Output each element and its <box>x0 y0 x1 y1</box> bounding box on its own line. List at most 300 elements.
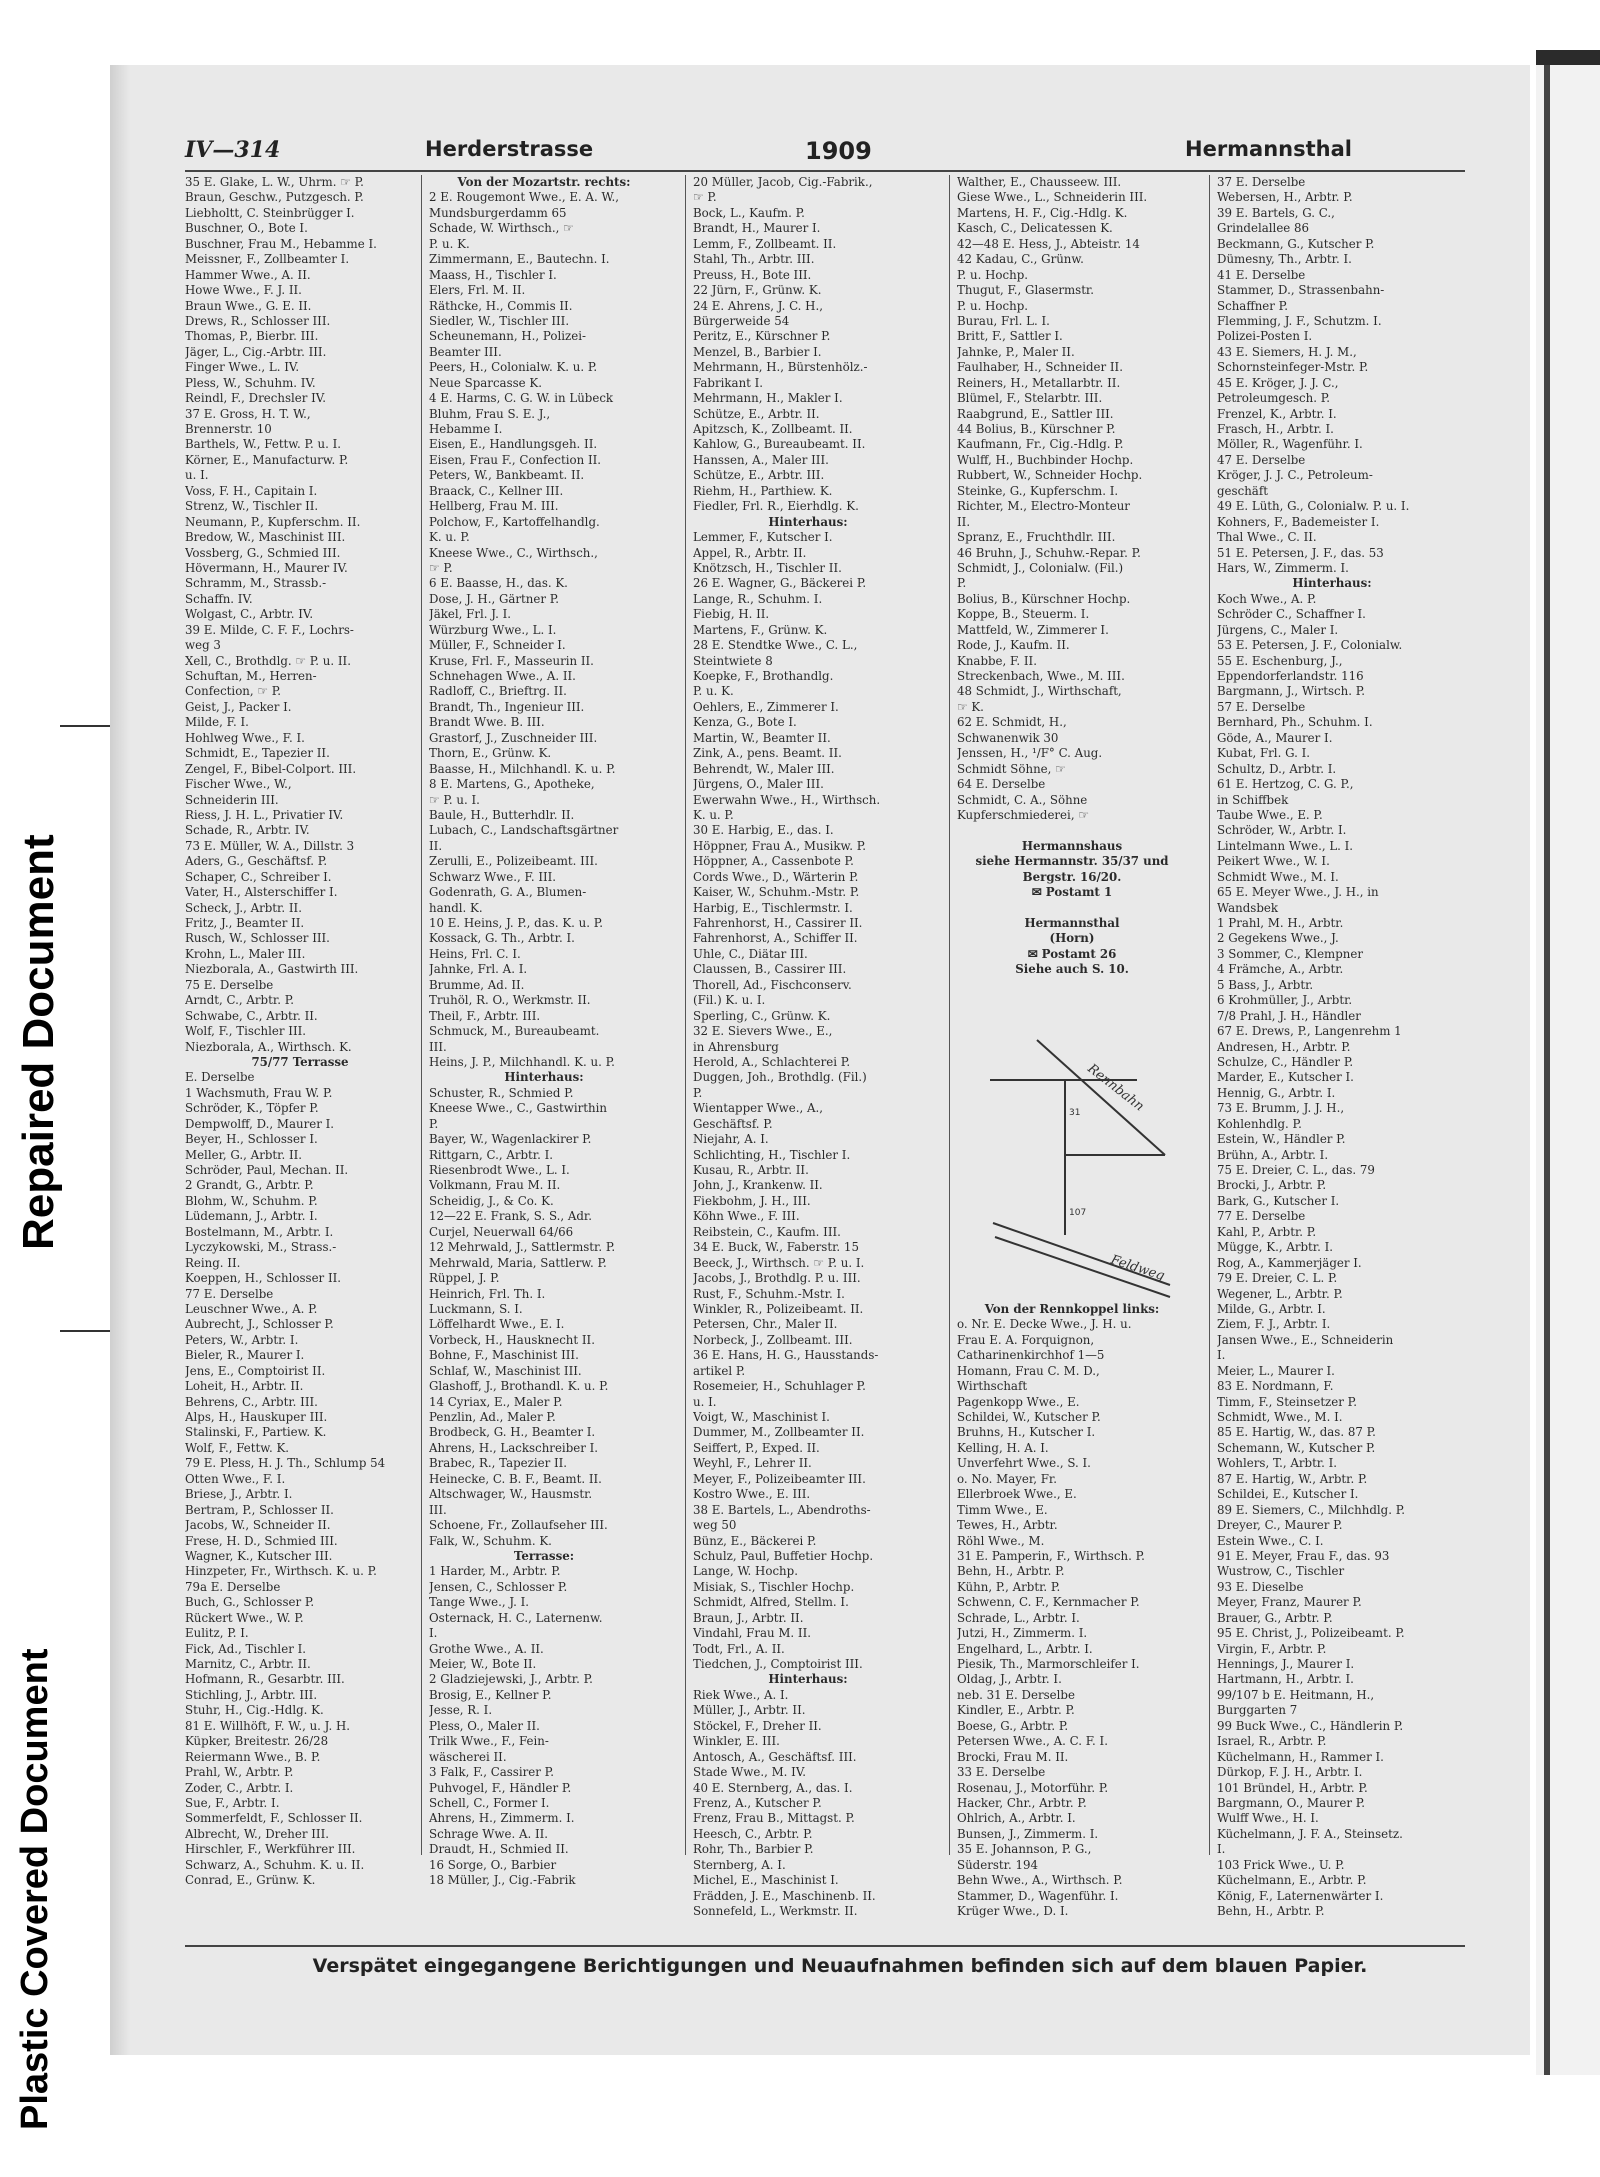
directory-entry: geschäft <box>1217 483 1268 498</box>
directory-entry: Dürkop, F. J. H., Arbtr. I. <box>1217 1765 1363 1780</box>
directory-entry: (Fil.) K. u. I. <box>693 993 766 1008</box>
directory-entry: Stöckel, F., Dreher II. <box>693 1718 822 1733</box>
directory-entry: 2 Grandt, G., Arbtr. P. <box>185 1178 314 1193</box>
directory-entry: Blümel, F., Stelarbtr. III. <box>957 391 1103 406</box>
directory-entry: 31 E. Pamperin, F., Wirthsch. P. <box>957 1548 1145 1563</box>
directory-entry: Alps, H., Hauskuper III. <box>185 1410 328 1424</box>
footer-rule <box>185 1945 1465 1947</box>
directory-entry: Ohlrich, A., Arbtr. I. <box>957 1811 1076 1826</box>
directory-entry: Mehrmann, H., Makler I. <box>693 391 843 406</box>
directory-entry: Kruse, Frl. F., Masseurin II. <box>429 653 594 668</box>
margin-tick <box>60 1330 110 1332</box>
directory-entry: ☞ P. <box>693 190 717 205</box>
directory-entry: Peters, W., Bankbeamt. II. <box>429 468 585 483</box>
directory-entry: Müller, F., Schneider I. <box>429 638 566 653</box>
directory-entry: 77 E. Derselbe <box>1217 1209 1306 1224</box>
directory-entry: Hars, W., Zimmerm. I. <box>1217 560 1349 575</box>
directory-entry: Sue, F., Arbtr. I. <box>185 1795 280 1810</box>
directory-entry: Marder, E., Kutscher I. <box>1217 1070 1354 1085</box>
directory-entry: Schmidt, J., Colonialw. (Fil.) <box>957 560 1124 575</box>
street-title: Herderstrasse <box>425 137 594 161</box>
directory-entry: Trilk Wwe., F., Fein- <box>429 1734 549 1749</box>
directory-entry: in Ahrensburg <box>693 1039 779 1054</box>
directory-entry: Hermannsthal <box>1024 916 1120 930</box>
map-line <box>1037 1040 1165 1155</box>
directory-entry: 42—48 E. Hess, J., Abteistr. 14 <box>957 236 1140 251</box>
directory-entry: Frasch, H., Arbtr. I. <box>1217 422 1334 436</box>
directory-entry: Scheidig, J., & Co. K. <box>429 1193 554 1208</box>
directory-entry: Uhle, C., Diätar III. <box>693 946 808 961</box>
directory-entry: 85 E. Hartig, W., das. 87 P. <box>1217 1425 1376 1440</box>
directory-entry: Brocki, J., Arbtr. P. <box>1217 1178 1327 1193</box>
directory-entry: Kelling, H. A. I. <box>957 1440 1049 1455</box>
directory-entry: Rüppel, J. P. <box>429 1271 500 1286</box>
directory-entry: Heinrich, Frl. Th. I. <box>429 1286 546 1301</box>
directory-entry: P. <box>693 1085 703 1100</box>
directory-entry: (Horn) <box>1049 931 1095 946</box>
directory-entry: Vorbeck, H., Hausknecht II. <box>429 1332 595 1347</box>
directory-entry: 64 E. Derselbe <box>957 777 1046 792</box>
directory-entry: 22 Jürn, F., Grünw. K. <box>693 283 822 298</box>
directory-entry: Todt, Frl., A. II. <box>693 1641 785 1656</box>
directory-entry: Baule, H., Butterhdlr. II. <box>429 807 575 822</box>
directory-entry: 44 Bolius, B., Kürschner P. <box>957 422 1116 436</box>
directory-entry: Zimmermann, E., Bautechn. I. <box>429 252 610 267</box>
directory-entry: Appel, R., Arbtr. II. <box>693 545 807 560</box>
directory-entry: Körner, E., Manufacturw. P. <box>185 452 349 467</box>
directory-entry: Lange, W. Hochp. <box>693 1564 798 1579</box>
directory-entry: Penzlin, Ad., Maler P. <box>429 1410 556 1424</box>
footer-notice: Verspätet eingegangene Berichtigungen und Neuaufnahmen befinden sich auf dem blauen Papier. <box>312 1955 1368 1977</box>
directory-entry: 35 E. Johannson, P. G., <box>957 1842 1092 1857</box>
directory-entry: Meissner, F., Zollbeamter I. <box>185 252 350 267</box>
directory-entry: 6 E. Baasse, H., das. K. <box>429 576 568 591</box>
directory-entry: Osternack, H. C., Laternenw. <box>429 1610 603 1625</box>
directory-entry: Löffelhardt Wwe., E. I. <box>429 1317 565 1332</box>
directory-entry: I. <box>1217 1348 1226 1363</box>
directory-entry: Hammer Wwe., A. II. <box>185 267 311 282</box>
directory-entry: Wustrow, C., Tischler <box>1217 1564 1345 1579</box>
directory-entry: Frenzel, K., Arbtr. I. <box>1217 406 1337 421</box>
directory-entry: Polizei-Posten I. <box>1217 329 1313 344</box>
directory-entry: P. <box>957 576 967 591</box>
directory-entry: Dummer, M., Zollbeamter II. <box>693 1425 865 1440</box>
directory-entry: 83 E. Nordmann, F. <box>1217 1379 1334 1394</box>
directory-entry: Schmuck, M., Bureaubeamt. <box>429 1024 600 1039</box>
directory-entry: Jutzi, H., Zimmerm. I. <box>957 1626 1088 1641</box>
directory-entry: Voigt, W., Maschinist I. <box>693 1410 830 1424</box>
directory-entry: Zink, A., pens. Beamt. II. <box>693 746 842 761</box>
directory-entry: Schmidt Wwe., M. I. <box>1217 869 1339 884</box>
directory-entry: Bolius, B., Kürschner Hochp. <box>957 591 1131 606</box>
directory-entry: Apitzsch, K., Zollbeamt. II. <box>693 422 853 436</box>
directory-entry: Bohne, F., Maschinist III. <box>429 1348 579 1363</box>
directory-entry: Wirthschaft <box>957 1379 1028 1394</box>
directory-entry: Krüger Wwe., D. I. <box>957 1904 1069 1918</box>
directory-entry: Schildei, W., Kutscher P. <box>957 1410 1101 1424</box>
directory-entry: 89 E. Siemers, C., Milchhdlg. P. <box>1217 1502 1406 1517</box>
directory-entry: Stammer, D., Strassenbahn- <box>1217 283 1385 298</box>
directory-entry: Wagner, K., Kutscher III. <box>185 1548 333 1563</box>
directory-entry: Stichling, J., Arbtr. III. <box>185 1687 318 1702</box>
directory-entry: Draudt, H., Schmied II. <box>429 1842 569 1857</box>
directory-entry: Rust, F., Schuhm.-Mstr. I. <box>693 1286 845 1301</box>
directory-entry: Schröder C., Schaffner I. <box>1217 607 1366 622</box>
directory-entry: Riess, J. H. L., Privatier IV. <box>185 807 344 822</box>
directory-entry: Brauer, G., Arbtr. P. <box>1217 1610 1333 1625</box>
hermannsthal-street-map <box>125 75 1515 2035</box>
directory-entry: Schaper, C., Schreiber I. <box>185 869 332 884</box>
directory-entry: 3 Falk, F., Cassirer P. <box>429 1765 554 1780</box>
directory-entry: Raabgrund, E., Sattler III. <box>957 406 1114 421</box>
directory-entry: Küchelmann, J. F. A., Steinsetz. <box>1217 1826 1403 1841</box>
directory-entry: Misiak, S., Tischler Hochp. <box>693 1579 855 1594</box>
directory-entry: weg 3 <box>185 638 221 653</box>
directory-entry: Fabrikant I. <box>693 375 764 390</box>
directory-entry: Sonnefeld, L., Werkmstr. II. <box>693 1904 858 1918</box>
directory-entry: Schröder, W., Arbtr. I. <box>1217 823 1347 838</box>
directory-entry: Schmidt, E., Tapezier II. <box>185 746 330 761</box>
directory-entry: Herold, A., Schlachterei P. <box>693 1054 851 1069</box>
directory-entry: Scheck, J., Arbtr. II. <box>185 900 302 915</box>
directory-entry: Hellberg, Frau M. III. <box>429 499 559 514</box>
directory-entry: Hofmann, R., Gesarbtr. III. <box>185 1672 345 1687</box>
directory-entry: Peikert Wwe., W. I. <box>1217 854 1330 869</box>
directory-entry: Hinzpeter, Fr., Wirthsch. K. u. P. <box>185 1564 377 1579</box>
directory-entry: 2 Gladziejewski, J., Arbtr. P. <box>429 1672 593 1687</box>
map-street-label: Rennbahn <box>1084 1061 1147 1115</box>
directory-entry: Webersen, H., Arbtr. P. <box>1217 190 1353 205</box>
directory-entry: Schnehagen Wwe., A. II. <box>429 669 576 683</box>
directory-entry: Buschner, O., Bote I. <box>185 221 308 236</box>
directory-entry: Zoder, C., Arbtr. I. <box>185 1780 294 1795</box>
directory-entry: 75/77 Terrasse <box>251 1054 349 1069</box>
directory-entry: 93 E. Dieselbe <box>1217 1579 1304 1594</box>
directory-entry: Finger Wwe., L. IV. <box>185 360 300 375</box>
directory-entry: 87 E. Hartig, W., Arbtr. P. <box>1217 1471 1368 1486</box>
directory-entry: 73 E. Brumm, J. J. H., <box>1217 1101 1345 1116</box>
directory-entry: Terrasse: <box>513 1548 575 1563</box>
directory-entry: 79 E. Pless, H. J. Th., Schlump 54 <box>185 1456 386 1471</box>
directory-entry: Schmidt, C. A., Söhne <box>957 792 1088 807</box>
directory-entry: 1 Harder, M., Arbtr. P. <box>429 1564 561 1579</box>
directory-entry: Ewerwahn Wwe., H., Wirthsch. <box>693 792 881 807</box>
directory-entry: Falk, W., Schuhm. K. <box>429 1533 552 1548</box>
directory-entry: 53 E. Petersen, J. F., Colonialw. <box>1217 638 1403 653</box>
directory-entry: Dreyer, C., Maurer P. <box>1217 1518 1343 1533</box>
directory-entry: Petroleumgesch. P. <box>1217 391 1330 406</box>
directory-entry: Milde, G., Arbtr. I. <box>1217 1301 1326 1316</box>
directory-entry: Von der Rennkoppel links: <box>984 1301 1160 1316</box>
directory-entry: Rusch, W., Schlosser III. <box>185 931 330 946</box>
directory-entry: 2 E. Rougemont Wwe., E. A. W., <box>429 190 620 205</box>
directory-entry: Martens, H. F., Cig.-Hdlg. K. <box>957 205 1128 220</box>
directory-entry: ☞ P. u. I. <box>429 792 480 807</box>
directory-entry: Puhvogel, F., Händler P. <box>429 1780 572 1795</box>
directory-entry: 75 E. Derselbe <box>185 977 274 992</box>
directory-entry: Behn Wwe., A., Wirthsch. P. <box>957 1873 1123 1888</box>
directory-entry: Mehrwald, Maria, Sattlerw. P. <box>429 1255 607 1270</box>
directory-entry: Ellerbroek Wwe., E. <box>957 1487 1077 1502</box>
directory-entry: Kaiser, W., Schuhm.-Mstr. P. <box>693 885 860 900</box>
directory-entry: Küchelmann, E., Arbtr. P. <box>1217 1873 1367 1888</box>
directory-entry: Vater, H., Alsterschiffer I. <box>185 885 338 900</box>
directory-entry: 3 Sommer, C., Klempner <box>1217 946 1364 961</box>
directory-entry: Mundsburgerdamm 65 <box>429 205 567 220</box>
directory-entry: Spranz, E., Fruchthdlr. III. <box>957 530 1116 545</box>
directory-entry: Kohlenhdlg. P. <box>1217 1116 1302 1131</box>
directory-entry: 43 E. Siemers, H. J. M., <box>1217 344 1357 359</box>
directory-entry: Piesik, Th., Marmorschleifer I. <box>957 1657 1140 1671</box>
directory-entry: K. u. P. <box>693 807 734 822</box>
directory-entry: 4 E. Harms, C. G. W. in Lübeck <box>429 391 614 406</box>
directory-entry: Claussen, B., Cassirer III. <box>693 962 847 977</box>
directory-entry: Koppe, B., Steuerm. I. <box>957 607 1090 622</box>
directory-entry: Frese, H. D., Schmied III. <box>185 1533 338 1548</box>
directory-entry: Duggen, Joh., Brothdlg. (Fil.) <box>693 1070 867 1085</box>
directory-entry: Wolf, F., Tischler III. <box>185 1024 307 1039</box>
directory-entry: Peritz, E., Kürschner P. <box>693 329 831 344</box>
directory-entry: Jens, E., Comptoirist II. <box>185 1363 326 1378</box>
directory-entry: Thal Wwe., C. II. <box>1217 530 1317 545</box>
directory-entry: Mattfeld, W., Zimmerer I. <box>957 622 1109 637</box>
directory-entry: Frädden, J. E., Maschinenb. II. <box>693 1888 876 1903</box>
directory-entry: 32 E. Sievers Wwe., E., <box>693 1024 833 1039</box>
directory-entry: Timm, F., Steinsetzer P. <box>1217 1394 1357 1409</box>
directory-entry: 41 E. Derselbe <box>1217 267 1306 282</box>
directory-entry: Hennings, J., Maurer I. <box>1217 1657 1355 1671</box>
directory-entry: Schuftan, M., Herren- <box>185 669 317 683</box>
directory-entry: Brandt, Th., Ingenieur III. <box>429 699 585 714</box>
directory-entry: 5 Bass, J., Arbtr. <box>1217 977 1314 992</box>
directory-entry: P. u. K. <box>429 236 470 251</box>
directory-entry: 91 E. Meyer, Frau F., das. 93 <box>1217 1548 1390 1563</box>
directory-entry: 65 E. Meyer Wwe., J. H., in <box>1217 885 1379 900</box>
directory-entry: Hövermann, H., Maurer IV. <box>185 560 348 575</box>
map-street-label: Feldweg <box>1108 1252 1167 1284</box>
directory-entry: Schultz, D., Arbtr. I. <box>1217 761 1337 776</box>
directory-entry: Marnitz, C., Arbtr. II. <box>185 1657 311 1671</box>
year-title: 1909 <box>805 137 872 165</box>
directory-entry: 39 E. Milde, C. F. F., Lochrs- <box>185 622 354 637</box>
directory-entry: Fahrenhorst, A., Schiffer II. <box>693 931 858 946</box>
directory-entry: Heins, Frl. C. I. <box>429 946 521 961</box>
directory-entry: Peters, W., Arbtr. I. <box>185 1332 299 1347</box>
directory-entry: Meller, G., Arbtr. II. <box>185 1147 303 1162</box>
directory-entry: Howe Wwe., F. J. II. <box>185 283 302 298</box>
directory-entry: Rückert Wwe., W. P. <box>185 1610 304 1625</box>
directory-entry: Prahl, W., Arbtr. P. <box>185 1765 294 1780</box>
directory-entry: Kröger, J. J. C., Petroleum- <box>1217 468 1373 483</box>
directory-entry: Schmidt, Alfred, Stellm. I. <box>693 1595 849 1610</box>
directory-entry: Knötzsch, H., Tischler II. <box>693 560 842 575</box>
directory-entry: Bock, L., Kaufm. P. <box>693 205 805 220</box>
directory-entry: 95 E. Christ, J., Polizeibeamt. P. <box>1217 1626 1405 1641</box>
directory-entry: Grastorf, J., Zuschneider III. <box>429 730 598 745</box>
directory-entry: Thomas, P., Bierbr. III. <box>185 329 319 344</box>
directory-entry: 49 E. Lüth, G., Colonialw. P. u. I. <box>1217 499 1410 514</box>
directory-entry: Von der Mozartstr. rechts: <box>457 175 631 189</box>
directory-entry: Schlichting, H., Tischler I. <box>693 1147 851 1162</box>
directory-entry: 77 E. Derselbe <box>185 1286 274 1301</box>
directory-entry: Altschwager, W., Hausmstr. <box>429 1487 593 1502</box>
directory-entry: ☞ P. <box>429 560 453 575</box>
directory-entry: 20 Müller, Jacob, Cig.-Fabrik., <box>693 175 873 189</box>
directory-entry: Baasse, H., Milchhandl. K. u. P. <box>429 761 616 776</box>
directory-entry: Mügge, K., Arbtr. I. <box>1217 1240 1334 1255</box>
directory-entry: Rog, A., Kammerjäger I. <box>1217 1255 1362 1270</box>
directory-entry: Arndt, C., Arbtr. P. <box>185 993 294 1008</box>
directory-entry: Reiners, H., Metallarbtr. II. <box>957 375 1121 390</box>
directory-entry: Stade Wwe., M. IV. <box>693 1765 807 1780</box>
directory-entry: Brabec, R., Tapezier II. <box>429 1456 568 1471</box>
directory-entry: Hennig, G., Arbtr. I. <box>1217 1085 1336 1100</box>
directory-entry: Kohners, F., Bademeister I. <box>1217 514 1380 529</box>
directory-entry: Meyer, F., Polizeibeamter III. <box>693 1471 866 1486</box>
directory-entry: Catharinenkirchhof 1—5 <box>957 1348 1105 1363</box>
directory-entry: Geschäftsf. P. <box>693 1116 773 1131</box>
directory-entry: Bertram, P., Schlosser II. <box>185 1502 334 1517</box>
directory-entry: Pagenkopp Wwe., E. <box>957 1394 1080 1409</box>
directory-entry: Siedler, W., Tischler III. <box>429 313 570 328</box>
directory-entry: Oehlers, E., Zimmerer I. <box>693 699 839 714</box>
directory-entry: Brandt, H., Maurer I. <box>693 221 821 236</box>
directory-entry: Schuster, R., Schmied P. <box>429 1085 574 1100</box>
directory-entry: Bruhns, H., Kutscher I. <box>957 1425 1096 1440</box>
directory-entry: Volkmann, Frau M. II. <box>429 1178 561 1193</box>
directory-entry: Niejahr, A. I. <box>693 1132 769 1147</box>
directory-entry: Koeppen, H., Schlosser II. <box>185 1271 342 1286</box>
directory-entry: Polchow, F., Kartoffelhandlg. <box>429 514 600 529</box>
directory-entry: Briese, J., Arbtr. I. <box>185 1487 293 1502</box>
directory-entry: Heinecke, C. B. F., Beamt. II. <box>429 1471 602 1486</box>
directory-entry: Schell, C., Former I. <box>429 1795 550 1810</box>
directory-entry: Barthels, W., Fettw. P. u. I. <box>185 437 342 452</box>
directory-entry: Jürgens, C., Maler I. <box>1217 622 1339 637</box>
directory-entry: Bredow, W., Maschinist III. <box>185 530 346 545</box>
directory-entry: Leuschner Wwe., A. P. <box>185 1301 318 1316</box>
margin-tick <box>60 725 110 727</box>
directory-entry: Lemm, F., Zollbeamt. II. <box>693 236 837 251</box>
directory-entry: Frenz, A., Kutscher P. <box>693 1795 822 1810</box>
directory-entry: Strenz, W., Tischler II. <box>185 499 319 514</box>
directory-entry: Schlaf, W., Maschinist III. <box>429 1363 582 1378</box>
directory-entry: Brennerstr. 10 <box>185 422 272 436</box>
directory-entry: Beyer, H., Schlosser I. <box>185 1132 318 1147</box>
directory-entry: Möller, R., Wagenführ. I. <box>1217 437 1363 452</box>
directory-entry: Eppendorferlandstr. 116 <box>1217 669 1364 683</box>
directory-entry: Schemann, W., Kutscher P. <box>1217 1440 1376 1455</box>
directory-entry: Sommerfeldt, F., Schlosser II. <box>185 1811 363 1826</box>
directory-entry: 10 E. Heins, J. P., das. K. u. P. <box>429 916 604 930</box>
directory-entry: Schaffner P. <box>1217 298 1288 313</box>
directory-entry: Unverfehrt Wwe., S. I. <box>957 1456 1091 1471</box>
directory-entry: Hacker, Chr., Arbtr. P. <box>957 1795 1087 1810</box>
directory-entry: Luckmann, S. I. <box>429 1301 523 1316</box>
directory-entry: Meier, W., Bote II. <box>429 1657 537 1671</box>
directory-entry: weg 50 <box>693 1518 737 1533</box>
directory-entry: Thorn, E., Grünw. K. <box>429 746 552 761</box>
directory-entry: wäscherei II. <box>429 1749 507 1764</box>
directory-entry: Behrendt, W., Maler III. <box>693 761 835 776</box>
directory-entry: Jäger, L., Cig.-Arbtr. III. <box>185 344 327 359</box>
directory-entry: Siehe auch S. 10. <box>1015 962 1129 977</box>
directory-entry: Eisen, Frau F., Confection II. <box>429 452 602 467</box>
directory-entry: 14 Cyriax, E., Maler P. <box>429 1394 563 1409</box>
directory-entry: u. I. <box>185 468 209 483</box>
directory-entry: Glashoff, J., Brothandl. K. u. P. <box>429 1379 609 1394</box>
directory-entry: Rosemeier, H., Schuhlager P. <box>693 1379 866 1394</box>
directory-entry: Brocki, Frau M. II. <box>957 1749 1069 1764</box>
directory-entry: P. u. Hochp. <box>957 298 1029 313</box>
directory-entry: Homann, Frau C. M. D., <box>957 1363 1100 1378</box>
directory-entry: Bünz, E., Bäckerei P. <box>693 1533 817 1548</box>
directory-entry: Süderstr. 194 <box>957 1857 1039 1872</box>
directory-entry: Dose, J. H., Gärtner P. <box>429 591 560 606</box>
directory-entry: Sperling, C., Grünw. K. <box>693 1008 831 1023</box>
directory-entry: Peers, H., Colonialw. K. u. P. <box>429 360 598 375</box>
directory-entry: 6 Krohmüller, J., Arbtr. <box>1217 993 1353 1008</box>
directory-entry: Godenrath, G. A., Blumen- <box>429 885 587 900</box>
directory-entry: Kaufmann, Fr., Cig.-Hdlg. P. <box>957 437 1124 452</box>
directory-entry: 26 E. Wagner, G., Bäckerei P. <box>693 576 867 591</box>
directory-entry: Ahrens, H., Lackschreiber I. <box>429 1440 599 1455</box>
directory-entry: Stuhr, H., Cig.-Hdlg. K. <box>185 1703 324 1718</box>
directory-entry: Knabbe, F. II. <box>957 653 1037 668</box>
directory-entry: Zengel, F., Bibel-Colport. III. <box>185 761 357 776</box>
directory-entry: Höppner, Frau A., Musikw. P. <box>693 838 867 853</box>
directory-entry: Riesenbrodt Wwe., L. I. <box>429 1163 570 1177</box>
directory-entry: II. <box>957 514 971 529</box>
directory-entry: Bayer, W., Wagenlackirer P. <box>429 1132 592 1147</box>
directory-entry: Buch, G., Schlosser P. <box>185 1595 315 1610</box>
directory-entry: Heesch, C., Arbtr. P. <box>693 1826 813 1841</box>
directory-entry: ✉ Postamt 26 <box>1027 946 1117 961</box>
directory-entry: Müller, J., Arbtr. II. <box>693 1703 806 1718</box>
directory-entry: Schmidt, Wwe., M. I. <box>1217 1410 1343 1424</box>
directory-entry: Mehrmann, H., Bürstenhölz.- <box>693 360 868 375</box>
directory-entry: 46 Bruhn, J., Schuhw.-Repar. P. <box>957 545 1141 560</box>
directory-entry: Voss, F. H., Capitain I. <box>185 483 318 498</box>
directory-entry: Flemming, J. F., Schutzm. I. <box>1217 313 1382 328</box>
directory-entry: Norbeck, J., Zollbeamt. III. <box>693 1332 853 1347</box>
directory-entry: Wegener, L., Arbtr. P. <box>1217 1286 1343 1301</box>
directory-entry: Schneiderin III. <box>185 792 279 807</box>
directory-entry: Wientapper Wwe., A., <box>693 1101 823 1116</box>
directory-entry: Lemmer, F., Kutscher I. <box>693 530 833 545</box>
directory-entry: 101 Bründel, H., Arbtr. P. <box>1217 1780 1368 1795</box>
directory-entry: Schwanenwik 30 <box>957 730 1059 745</box>
directory-entry: 39 E. Bartels, G. C., <box>1217 205 1335 220</box>
directory-entry: Beckmann, G., Kutscher P. <box>1217 236 1375 251</box>
directory-entry: 79a E. Derselbe <box>185 1579 281 1594</box>
directory-entry: Meier, L., Maurer I. <box>1217 1363 1335 1378</box>
directory-entry: Curjel, Neuerwall 64/66 <box>429 1224 574 1239</box>
directory-entry: 4 Främche, A., Arbtr. <box>1217 962 1344 977</box>
directory-entry: Walther, E., Chausseew. III. <box>957 175 1122 189</box>
directory-entry: 42 Kadau, C., Grünw. <box>957 252 1084 267</box>
directory-entry: Truhöl, R. O., Werkmstr. II. <box>429 993 591 1008</box>
directory-entry: Steintwiete 8 <box>693 653 773 668</box>
directory-entry: Pless, W., Schuhm. IV. <box>185 375 316 390</box>
directory-entry: Petersen Wwe., A. C. F. I. <box>957 1734 1108 1749</box>
directory-entry: Fiekbohm, J. H., III. <box>693 1193 811 1208</box>
directory-entry: John, J., Krankenw. II. <box>693 1178 823 1193</box>
directory-entry: 40 E. Sternberg, A., das. I. <box>693 1780 853 1795</box>
directory-entry: Wulff Wwe., H. I. <box>1217 1811 1319 1826</box>
directory-entry: 16 Sorge, O., Barbier <box>429 1857 557 1872</box>
directory-entry: Ziem, F. J., Arbtr. I. <box>1217 1317 1331 1332</box>
